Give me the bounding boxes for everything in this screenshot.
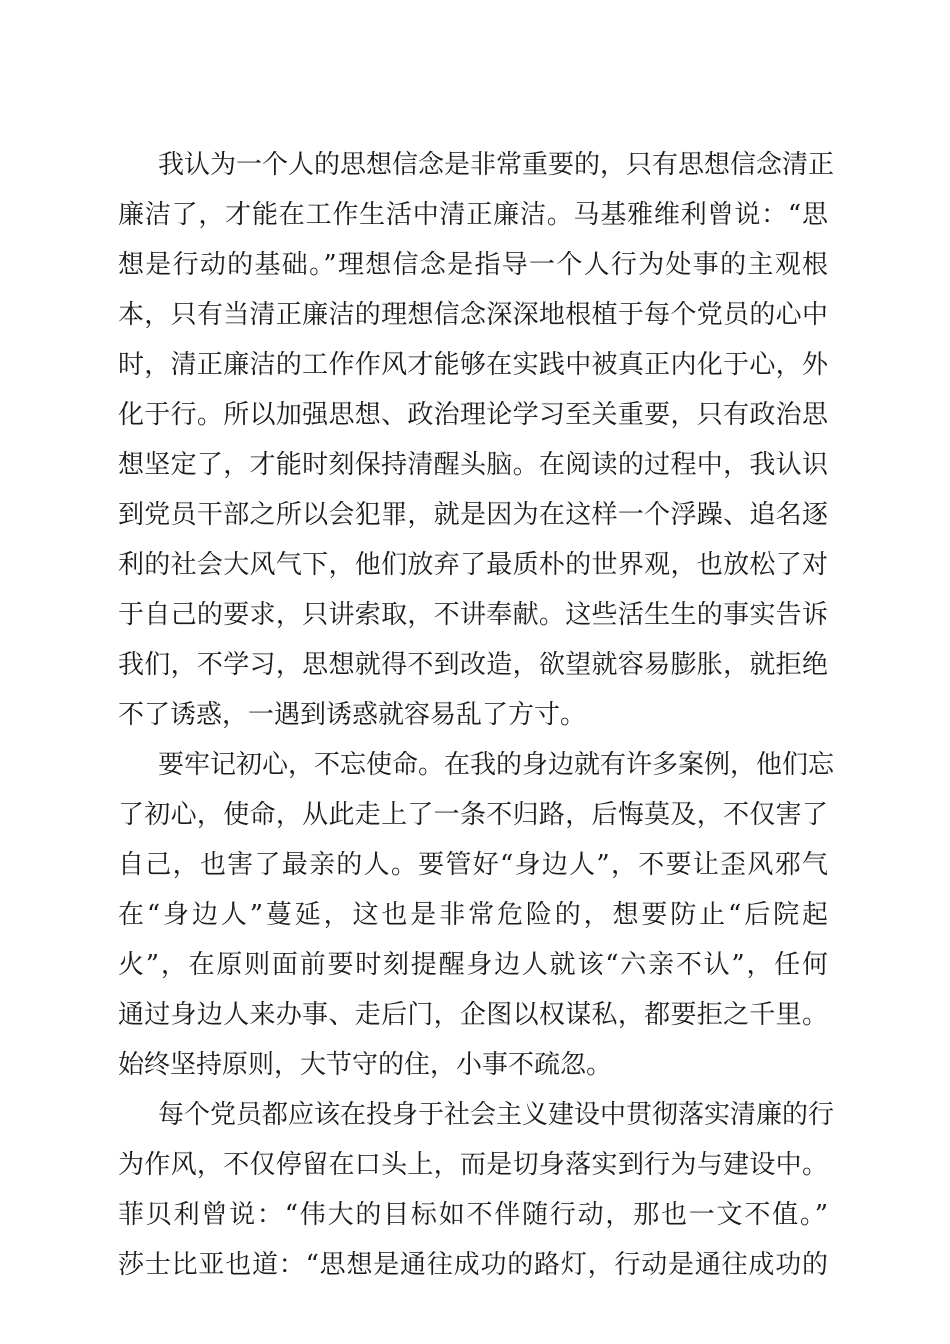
text-line: 不了诱惑，一遇到诱惑就容易乱了方寸。	[118, 700, 587, 730]
text-line: 廉洁了，才能在工作生活中清正廉洁。马基雅维利曾说：“思	[118, 200, 828, 230]
text-line: 化于行。所以加强思想、政治理论学习至关重要，只有政治思	[118, 400, 828, 430]
text-line: 到党员干部之所以会犯罪，就是因为在这样一个浮躁、追名逐	[118, 500, 828, 530]
text-line: 我们，不学习，思想就得不到改造，欲望就容易膨胀，就拒绝	[118, 650, 828, 680]
text-line: 要牢记初心，不忘使命。在我的身边就有许多案例，他们忘	[158, 750, 835, 780]
text-line: 我认为一个人的思想信念是非常重要的，只有思想信念清正	[158, 150, 835, 180]
text-line: 本，只有当清正廉洁的理想信念深深地根植于每个党员的心中	[118, 300, 828, 330]
text-line: 时，清正廉洁的工作作风才能够在实践中被真正内化于心，外	[118, 350, 828, 380]
paragraph-2	[118, 740, 835, 1090]
text-line: 想是行动的基础。”理想信念是指导一个人行为处事的主观根	[118, 250, 828, 280]
document-page	[118, 140, 835, 1290]
text-line: 莎士比亚也道：“思想是通往成功的路灯，行动是通往成功的	[118, 1250, 828, 1280]
text-line: 为作风，不仅停留在口头上，而是切身落实到行为与建设中。	[118, 1150, 828, 1180]
text-line: 在“身边人”蔓延，这也是非常危险的，想要防止“后院起	[118, 900, 828, 930]
text-line: 始终坚持原则，大节守的住，小事不疏忽。	[118, 1050, 613, 1080]
text-line: 利的社会大风气下，他们放弃了最质朴的世界观，也放松了对	[118, 550, 828, 580]
text-line: 了初心，使命，从此走上了一条不归路，后悔莫及，不仅害了	[118, 800, 828, 830]
text-line: 火”，在原则面前要时刻提醒身边人就该“六亲不认”，任何	[118, 950, 828, 980]
text-line: 于自己的要求，只讲索取，不讲奉献。这些活生生的事实告诉	[118, 600, 828, 630]
text-line: 想坚定了，才能时刻保持清醒头脑。在阅读的过程中，我认识	[118, 450, 828, 480]
paragraph-3	[118, 1090, 835, 1290]
text-line: 每个党员都应该在投身于社会主义建设中贯彻落实清廉的行	[158, 1100, 835, 1130]
paragraph-1	[118, 140, 835, 740]
text-line: 通过身边人来办事、走后门，企图以权谋私，都要拒之千里。	[118, 1000, 828, 1030]
text-line: 菲贝利曾说：“伟大的目标如不伴随行动，那也一文不值。”	[118, 1200, 828, 1230]
text-line: 自己，也害了最亲的人。要管好“身边人”，不要让歪风邪气	[118, 850, 828, 880]
